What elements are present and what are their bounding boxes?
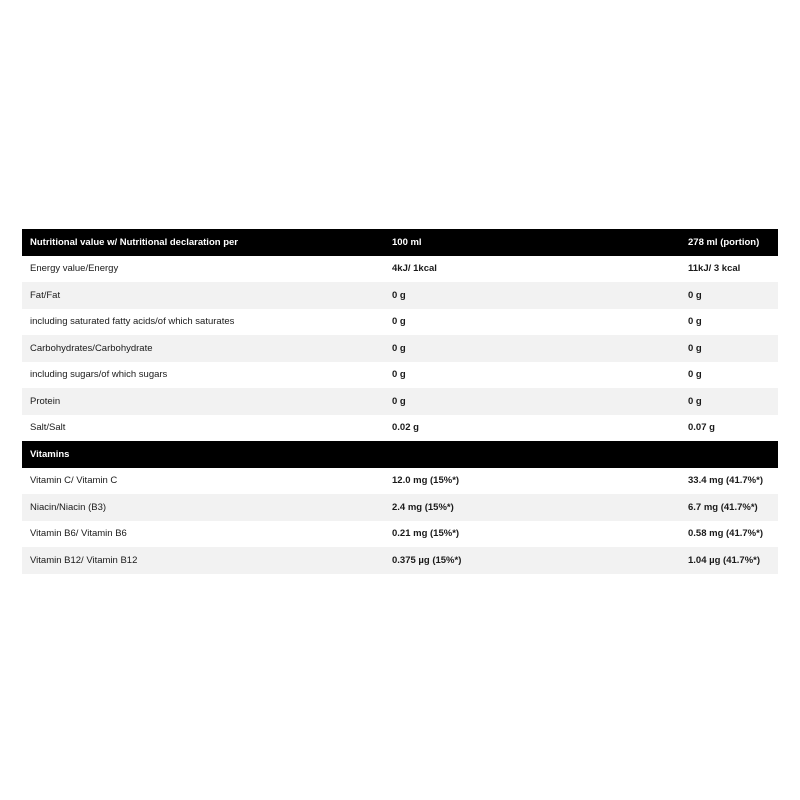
vitamin-per100: 0.21 mg (15%*) xyxy=(384,521,680,548)
nutrient-row-protein xyxy=(22,388,778,415)
nutrient-row-sugars xyxy=(22,362,778,389)
vitamin-portion: 0.58 mg (41.7%*) xyxy=(680,521,778,548)
nutrient-name: Carbohydrates/Carbohydrate xyxy=(22,335,384,362)
nutrition-table-container xyxy=(22,229,778,574)
vitamin-row-niacin xyxy=(22,494,778,521)
nutrient-portion: 0.07 g xyxy=(680,415,778,442)
vitamin-name: Vitamin B6/ Vitamin B6 xyxy=(22,521,384,548)
nutrient-per100: 0 g xyxy=(384,335,680,362)
header-label: Nutritional value w/ Nutritional declaration per xyxy=(22,229,384,256)
nutrient-portion: 0 g xyxy=(680,362,778,389)
nutrient-row-energy xyxy=(22,256,778,283)
section-empty-cell xyxy=(680,441,778,468)
header-portion: 278 ml (portion) xyxy=(680,229,778,256)
nutrient-portion: 0 g xyxy=(680,335,778,362)
nutrient-name: Salt/Salt xyxy=(22,415,384,442)
vitamin-portion: 33.4 mg (41.7%*) xyxy=(680,468,778,495)
nutrient-row-fat xyxy=(22,282,778,309)
vitamin-per100: 12.0 mg (15%*) xyxy=(384,468,680,495)
vitamin-portion: 1.04 µg (41.7%*) xyxy=(680,547,778,574)
nutrient-per100: 0 g xyxy=(384,388,680,415)
header-100ml: 100 ml xyxy=(384,229,680,256)
nutrient-row-salt xyxy=(22,415,778,442)
table-header-row xyxy=(22,229,778,256)
nutrient-portion: 0 g xyxy=(680,282,778,309)
nutrition-table xyxy=(22,229,778,574)
nutrient-per100: 0.02 g xyxy=(384,415,680,442)
section-empty-cell xyxy=(384,441,680,468)
vitamin-name: Vitamin C/ Vitamin C xyxy=(22,468,384,495)
nutrient-name: including sugars/of which sugars xyxy=(22,362,384,389)
vitamin-per100: 2.4 mg (15%*) xyxy=(384,494,680,521)
vitamin-row-c xyxy=(22,468,778,495)
nutrient-portion: 11kJ/ 3 kcal xyxy=(680,256,778,283)
nutrient-portion: 0 g xyxy=(680,309,778,336)
nutrient-portion: 0 g xyxy=(680,388,778,415)
vitamin-portion: 6.7 mg (41.7%*) xyxy=(680,494,778,521)
nutrient-per100: 0 g xyxy=(384,309,680,336)
nutrient-per100: 4kJ/ 1kcal xyxy=(384,256,680,283)
vitamins-section-row xyxy=(22,441,778,468)
vitamins-section-label: Vitamins xyxy=(22,441,384,468)
nutrient-name: Fat/Fat xyxy=(22,282,384,309)
nutrient-name: including saturated fatty acids/of which saturates xyxy=(22,309,384,336)
nutrient-name: Energy value/Energy xyxy=(22,256,384,283)
vitamin-per100: 0.375 µg (15%*) xyxy=(384,547,680,574)
vitamin-name: Vitamin B12/ Vitamin B12 xyxy=(22,547,384,574)
vitamin-name: Niacin/Niacin (B3) xyxy=(22,494,384,521)
nutrient-name: Protein xyxy=(22,388,384,415)
nutrient-row-carbohydrate xyxy=(22,335,778,362)
nutrient-per100: 0 g xyxy=(384,282,680,309)
vitamin-row-b6 xyxy=(22,521,778,548)
nutrient-row-saturates xyxy=(22,309,778,336)
nutrient-per100: 0 g xyxy=(384,362,680,389)
vitamin-row-b12 xyxy=(22,547,778,574)
